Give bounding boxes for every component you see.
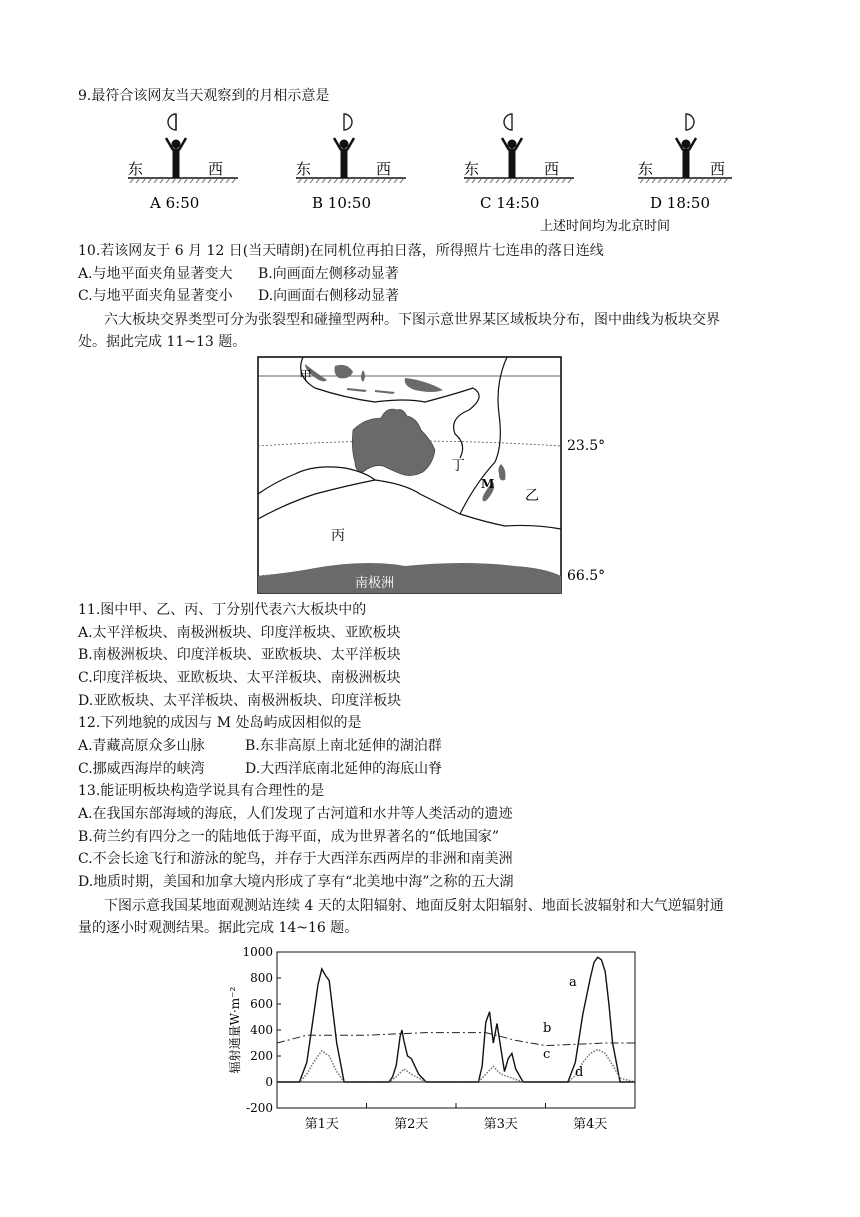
- q10-option-d: D.向画面右侧移动显著: [258, 288, 400, 304]
- plate-label-bing: 丙: [331, 528, 345, 544]
- series-label-c: c: [543, 1047, 551, 1062]
- passage2-line1: 下图示意我国某地面观测站连续 4 天的太阳辐射、地面反射太阳辐射、地面长波辐射和大气逆辐射通: [104, 898, 724, 914]
- x-category-label: 第3天: [483, 1117, 518, 1132]
- option-b-label: B 10:50: [312, 194, 372, 212]
- plate-label-yi: 乙: [525, 488, 539, 504]
- x-category-label: 第4天: [573, 1117, 608, 1132]
- plate-label-ding: 丁: [451, 458, 465, 474]
- west-label-c: 西: [544, 160, 560, 178]
- radiation-chart: [225, 942, 640, 1142]
- plate-label-jia: 甲: [299, 369, 313, 384]
- time-note: 上述时间均为北京时间: [540, 219, 671, 234]
- q9-stem: 9.最符合该网友当天观察到的月相示意是: [78, 88, 330, 104]
- antarctica-label: 南极洲: [355, 576, 395, 591]
- passage1-line2: 处。据此完成 11~13 题。: [78, 334, 247, 350]
- y-tick-label: 0: [265, 1075, 273, 1089]
- q12-option-b: B.东非高原上南北延伸的湖泊群: [245, 738, 442, 754]
- series-label-d: d: [575, 1065, 584, 1080]
- east-label-d: 东: [638, 160, 654, 178]
- y-axis-label: 辐射通量W·m⁻²: [228, 986, 242, 1074]
- q13-stem: 13.能证明板块构造学说具有合理性的是: [78, 783, 325, 799]
- q13-option-b: B.荷兰约有四分之一的陆地低于海平面，成为世界著名的“低地国家”: [78, 829, 500, 845]
- option-c-label: C 14:50: [480, 194, 540, 212]
- latitude-23-label: 23.5°: [567, 438, 606, 454]
- y-tick-label: 600: [250, 997, 273, 1011]
- q11-stem: 11.图中甲、乙、丙、丁分别代表六大板块中的: [78, 602, 367, 618]
- option-a-label: A 6:50: [150, 194, 200, 212]
- q13-option-d: D.地质时期，美国和加拿大境内形成了享有“北美地中海”之称的五大湖: [78, 874, 514, 890]
- q10-option-c: C.与地平面夹角显著变小: [78, 288, 233, 304]
- plate-map: [255, 354, 613, 596]
- series-label-a: a: [569, 975, 577, 990]
- option-d-label: D 18:50: [650, 194, 711, 212]
- y-tick-label: 400: [250, 1023, 273, 1037]
- q10-stem: 10.若该网友于 6 月 12 日(当天晴朗)在同机位再拍日落，所得照片七连串的落日连线: [78, 243, 604, 259]
- latitude-66-label: 66.5°: [567, 568, 606, 584]
- plot-frame: [277, 952, 635, 1108]
- q10-option-b: B.向画面左侧移动显著: [258, 266, 399, 282]
- series-b-line: [277, 1033, 635, 1046]
- west-label-b: 西: [376, 160, 392, 178]
- q13-option-c: C.不会长途飞行和游泳的鸵鸟，并存于大西洋东西两岸的非洲和南美洲: [78, 851, 513, 867]
- y-tick-label: 200: [250, 1049, 273, 1063]
- east-label-c: 东: [464, 160, 480, 178]
- q10-option-a: A.与地平面夹角显著变大: [78, 266, 233, 282]
- q11-option-d: D.亚欧板块、太平洋板块、南极洲板块、印度洋板块: [78, 693, 402, 709]
- east-label-b: 东: [296, 160, 312, 178]
- q11-option-b: B.南极洲板块、印度洋板块、亚欧板块、太平洋板块: [78, 647, 401, 663]
- passage1-line1: 六大板块交界类型可分为张裂型和碰撞型两种。下图示意世界某区域板块分布，图中曲线为板块交界: [104, 312, 720, 328]
- west-label-a: 西: [208, 160, 224, 178]
- x-category-label: 第2天: [394, 1117, 429, 1132]
- q11-option-c: C.印度洋板块、亚欧板块、太平洋板块、南极洲板块: [78, 670, 401, 686]
- y-tick-label: 1000: [242, 945, 273, 959]
- q12-stem: 12.下列地貌的成因与 M 处岛屿成因相似的是: [78, 715, 362, 731]
- q11-option-a: A.太平洋板块、南极洲板块、印度洋板块、亚欧板块: [78, 625, 401, 641]
- series-a-line: [277, 957, 635, 1082]
- q12-option-d: D.大西洋底南北延伸的海底山脊: [245, 761, 443, 777]
- q12-option-c: C.挪威西海岸的峡湾: [78, 761, 205, 777]
- q12-option-a: A.青藏高原众多山脉: [78, 738, 205, 754]
- x-category-label: 第1天: [304, 1117, 339, 1132]
- y-tick-label: -200: [246, 1101, 273, 1115]
- island-label-m: M: [481, 477, 495, 491]
- q13-option-a: A.在我国东部海域的海底，人们发现了古河道和水井等人类活动的遗迹: [78, 806, 513, 822]
- west-label-d: 西: [710, 160, 726, 178]
- moon-phase-figure: [120, 108, 740, 234]
- east-label-a: 东: [128, 160, 144, 178]
- passage2-line2: 量的逐小时观测结果。据此完成 14~16 题。: [78, 920, 359, 936]
- series-label-b: b: [543, 1021, 552, 1036]
- y-tick-label: 800: [250, 971, 273, 985]
